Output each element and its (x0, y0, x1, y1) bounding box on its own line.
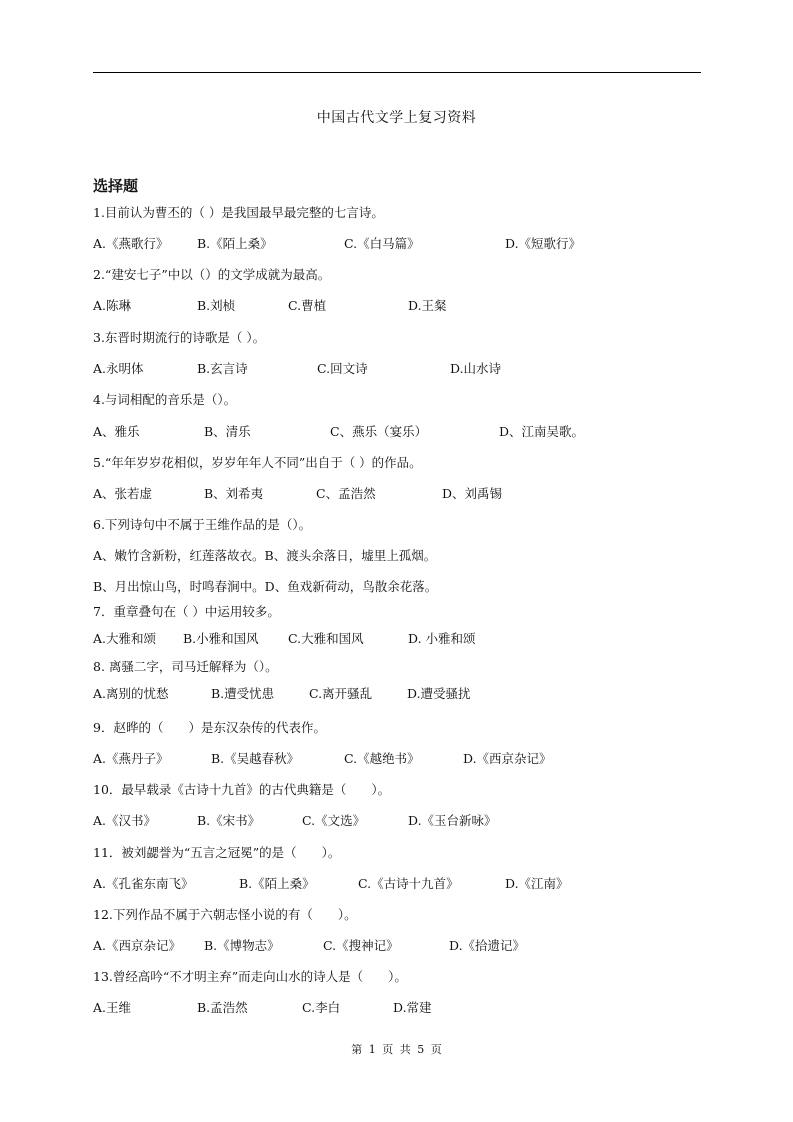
question-6-text: 6.下列诗句中不属于王维作品的是（）。 (93, 517, 312, 532)
question-12-option-a: A.《西京杂记》 (93, 938, 182, 953)
question-5-option-c: C、孟浩然 (316, 486, 376, 501)
question-9-option-d: D.《西京杂记》 (463, 751, 552, 766)
question-6-options-line-2: B、月出惊山鸟，时鸣春涧中。D、鱼戏新荷动，鸟散余花落。 (93, 579, 438, 594)
document-title: 中国古代文学上复习资料 (316, 110, 477, 126)
question-1-option-c: C.《白马篇》 (344, 236, 420, 251)
question-10-option-a: A.《汉书》 (93, 813, 157, 828)
question-6-options-line-1: A、嫩竹含新粉，红莲落故衣。B、渡头余落日，墟里上孤烟。 (93, 548, 437, 563)
question-3-option-d: D.山水诗 (450, 361, 502, 376)
question-2-option-d: D.王粲 (408, 298, 447, 313)
question-11-option-c: C.《古诗十九首》 (358, 876, 459, 891)
question-2-text: 2.“建安七子”中以（）的文学成就为最高。 (93, 267, 331, 282)
header-rule (93, 72, 701, 73)
question-1-option-b: B.《陌上桑》 (197, 236, 273, 251)
question-2-option-c: C.曹植 (288, 298, 327, 313)
question-7-text: 7．重章叠句在（ ）中运用较多。 (93, 604, 280, 619)
question-4-option-a: A、雅乐 (93, 424, 140, 439)
question-11-option-d: D.《江南》 (505, 876, 569, 891)
question-1-option-d: D.《短歌行》 (505, 236, 582, 251)
question-8-option-b: B.遭受忧患 (211, 686, 275, 701)
question-10-text: 10．最早载录《古诗十九首》的古代典籍是（ ）。 (93, 782, 391, 797)
question-12-option-b: B.《博物志》 (204, 938, 280, 953)
question-5-text: 5.“年年岁岁花相似，岁岁年年人不同”出自于（ ）的作品。 (93, 455, 422, 470)
question-3-option-a: A.永明体 (93, 361, 144, 376)
question-11-option-b: B.《陌上桑》 (239, 876, 315, 891)
question-9-option-b: B.《吴越春秋》 (211, 751, 300, 766)
question-3-option-b: B.玄言诗 (197, 361, 248, 376)
question-8-text: 8. 离骚二字，司马迁解释为（）。 (93, 659, 278, 674)
question-11-text: 11．被刘勰誉为“五言之冠冕”的是（ ）。 (93, 845, 341, 860)
question-12-text: 12.下列作品不属于六朝志怪小说的有（ ）。 (93, 907, 357, 922)
question-9-option-a: A.《燕丹子》 (93, 751, 169, 766)
question-7-option-b: B.小雅和国风 (183, 631, 259, 646)
question-3-text: 3.东晋时期流行的诗歌是（ ）。 (93, 330, 266, 345)
question-11-option-a: A.《孔雀东南飞》 (93, 876, 194, 891)
question-12-option-d: D.《拾遗记》 (449, 938, 526, 953)
question-4-option-c: C、燕乐（宴乐） (330, 424, 428, 439)
question-2-option-b: B.刘桢 (197, 298, 236, 313)
question-4-text: 4.与词相配的音乐是（）。 (93, 392, 237, 407)
question-13-option-d: D.常建 (393, 1000, 432, 1015)
question-10-option-d: D.《玉台新咏》 (408, 813, 497, 828)
question-10-option-c: C.《文选》 (302, 813, 366, 828)
question-1-text: 1.目前认为曹丕的（ ）是我国最早最完整的七言诗。 (93, 205, 384, 220)
section-heading: 选择题 (93, 177, 139, 195)
question-13-option-b: B.孟浩然 (197, 1000, 248, 1015)
question-8-option-d: D.遭受骚扰 (407, 686, 471, 701)
question-13-option-c: C.李白 (302, 1000, 341, 1015)
question-3-option-c: C.回文诗 (317, 361, 368, 376)
question-9-option-c: C.《越绝书》 (344, 751, 420, 766)
question-5-option-a: A、张若虚 (93, 486, 153, 501)
question-7-option-a: A.大雅和颂 (93, 631, 157, 646)
question-5-option-b: B、刘希夷 (204, 486, 264, 501)
question-5-option-d: D、刘禹锡 (442, 486, 503, 501)
question-13-text: 13.曾经高吟“不才明主弃”而走向山水的诗人是（ ）。 (93, 969, 407, 984)
question-8-option-c: C.离开骚乱 (309, 686, 373, 701)
question-7-option-c: C.大雅和国风 (288, 631, 364, 646)
question-2-option-a: A.陈琳 (93, 298, 132, 313)
question-4-option-b: B、清乐 (204, 424, 251, 439)
question-7-option-d: D. 小雅和颂 (408, 631, 476, 646)
question-12-option-c: C.《搜神记》 (323, 938, 399, 953)
question-13-option-a: A.王维 (93, 1000, 132, 1015)
page-footer: 第 1 页 共 5 页 (351, 1043, 442, 1056)
question-8-option-a: A.离别的忧愁 (93, 686, 169, 701)
question-4-option-d: D、江南吴歌。 (499, 424, 585, 439)
question-9-text: 9．赵晔的（ ）是东汉杂传的代表作。 (93, 720, 326, 735)
question-1-option-a: A.《燕歌行》 (93, 236, 169, 251)
question-10-option-b: B.《宋书》 (197, 813, 261, 828)
